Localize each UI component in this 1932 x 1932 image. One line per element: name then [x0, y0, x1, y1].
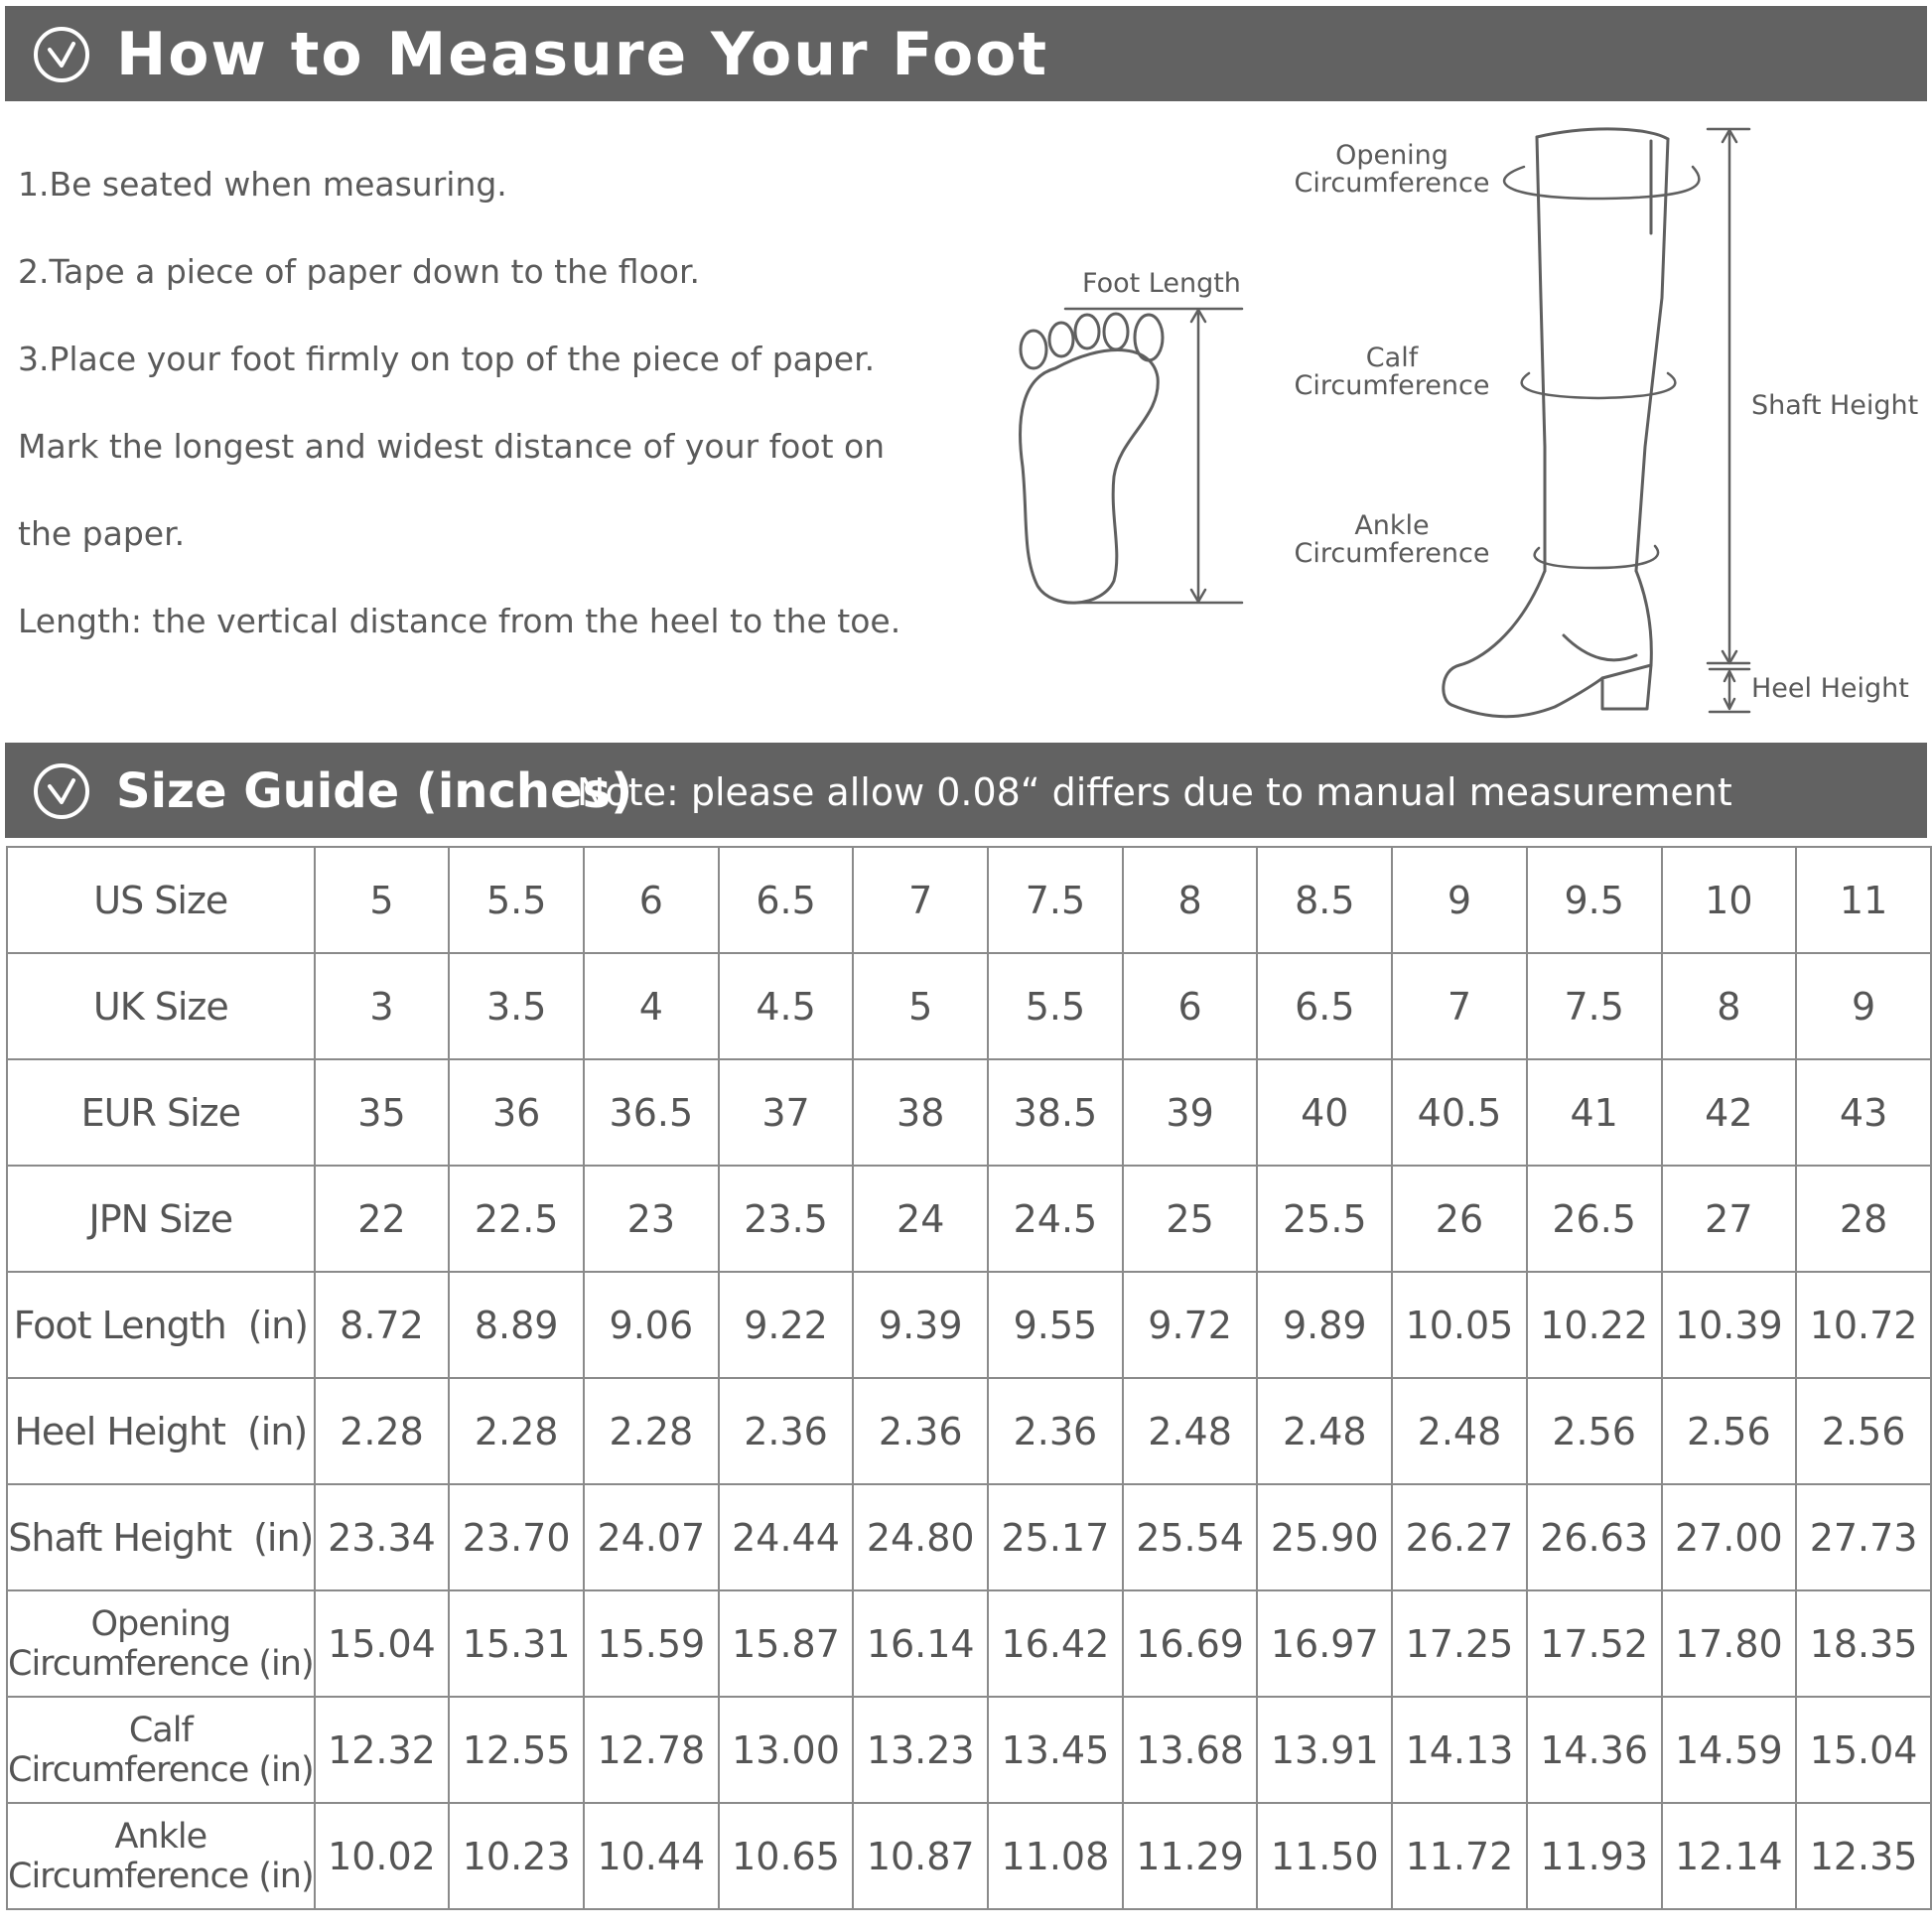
table-row — [7, 1590, 1931, 1697]
row-header: Opening Circumference (in) — [7, 1590, 315, 1697]
table-cell: 27.00 — [1662, 1484, 1797, 1590]
row-header: Calf Circumference (in) — [7, 1697, 315, 1803]
table-cell: 17.52 — [1527, 1590, 1662, 1697]
table-cell: 7 — [853, 847, 988, 953]
page-title: How to Measure Your Foot — [116, 20, 1049, 89]
size-table — [6, 846, 1932, 1910]
table-cell: 10.44 — [584, 1803, 719, 1909]
instruction-line-4: Mark the longest and widest distance of your foot on — [18, 427, 886, 466]
instruction-step-2: 2.Tape a piece of paper down to the floor. — [18, 252, 700, 291]
table-cell: 5.5 — [449, 847, 584, 953]
table-cell: 11.72 — [1392, 1803, 1527, 1909]
table-cell: 24 — [853, 1166, 988, 1272]
table-cell: 10.65 — [719, 1803, 854, 1909]
table-cell: 39 — [1123, 1059, 1258, 1166]
table-cell: 2.48 — [1123, 1378, 1258, 1484]
table-row — [7, 1059, 1931, 1166]
table-cell: 17.25 — [1392, 1590, 1527, 1697]
table-cell: 2.48 — [1257, 1378, 1392, 1484]
table-cell: 9.06 — [584, 1272, 719, 1378]
table-cell: 26 — [1392, 1166, 1527, 1272]
table-cell: 26.27 — [1392, 1484, 1527, 1590]
table-cell: 38 — [853, 1059, 988, 1166]
table-cell: 27 — [1662, 1166, 1797, 1272]
shaft-height-dimension — [1708, 129, 1749, 663]
table-cell: 22.5 — [449, 1166, 584, 1272]
table-cell: 24.80 — [853, 1484, 988, 1590]
instruction-line-5: the paper. — [18, 514, 186, 553]
instruction-step-1: 1.Be seated when measuring. — [18, 165, 507, 204]
row-header: Heel Height (in) — [7, 1378, 315, 1484]
table-cell: 12.14 — [1662, 1803, 1797, 1909]
table-cell: 9.39 — [853, 1272, 988, 1378]
table-cell: 16.14 — [853, 1590, 988, 1697]
table-cell: 2.36 — [719, 1378, 854, 1484]
table-cell: 5 — [853, 953, 988, 1059]
table-cell: 15.04 — [1796, 1697, 1931, 1803]
table-cell: 42 — [1662, 1059, 1797, 1166]
table-cell: 10.02 — [315, 1803, 450, 1909]
table-cell: 6 — [584, 847, 719, 953]
table-cell: 8.72 — [315, 1272, 450, 1378]
table-cell: 25.5 — [1257, 1166, 1392, 1272]
heel-height-dimension — [1710, 669, 1749, 712]
chevron-down-circle-icon — [33, 762, 90, 820]
table-cell: 11.93 — [1527, 1803, 1662, 1909]
table-cell: 9.22 — [719, 1272, 854, 1378]
row-header: JPN Size — [7, 1166, 315, 1272]
table-cell: 23.34 — [315, 1484, 450, 1590]
foot-outline-icon — [1021, 314, 1163, 603]
row-header: UK Size — [7, 953, 315, 1059]
table-cell: 9.5 — [1527, 847, 1662, 953]
table-cell: 43 — [1796, 1059, 1931, 1166]
size-guide-banner — [5, 743, 1927, 838]
table-cell: 13.91 — [1257, 1697, 1392, 1803]
table-cell: 6 — [1123, 953, 1258, 1059]
boot-outline-icon — [1444, 129, 1668, 717]
table-cell: 10.23 — [449, 1803, 584, 1909]
table-cell: 16.97 — [1257, 1590, 1392, 1697]
table-cell: 13.68 — [1123, 1697, 1258, 1803]
size-guide-title: Size Guide (inches) — [116, 763, 633, 819]
table-cell: 13.00 — [719, 1697, 854, 1803]
table-cell: 2.48 — [1392, 1378, 1527, 1484]
table-cell: 10.22 — [1527, 1272, 1662, 1378]
ankle-circumference-marker — [1535, 546, 1658, 568]
table-cell: 16.69 — [1123, 1590, 1258, 1697]
table-row — [7, 847, 1931, 953]
table-cell: 9 — [1392, 847, 1527, 953]
table-cell: 2.56 — [1662, 1378, 1797, 1484]
table-cell: 24.07 — [584, 1484, 719, 1590]
table-cell: 10.05 — [1392, 1272, 1527, 1378]
table-cell: 4 — [584, 953, 719, 1059]
table-cell: 2.36 — [988, 1378, 1123, 1484]
table-cell: 40 — [1257, 1059, 1392, 1166]
table-cell: 15.59 — [584, 1590, 719, 1697]
table-cell: 11.50 — [1257, 1803, 1392, 1909]
table-cell: 17.80 — [1662, 1590, 1797, 1697]
table-cell: 16.42 — [988, 1590, 1123, 1697]
table-cell: 9.72 — [1123, 1272, 1258, 1378]
table-cell: 15.87 — [719, 1590, 854, 1697]
table-cell: 23 — [584, 1166, 719, 1272]
row-header: Shaft Height (in) — [7, 1484, 315, 1590]
foot-length-label: Foot Length — [1082, 268, 1241, 299]
table-cell: 37 — [719, 1059, 854, 1166]
table-row — [7, 1378, 1931, 1484]
instruction-length: Length: the vertical distance from the heel to the toe. — [18, 602, 901, 640]
row-header: Ankle Circumference (in) — [7, 1803, 315, 1909]
opening-circumference-label: Opening Circumference — [1294, 140, 1490, 199]
table-cell: 25.54 — [1123, 1484, 1258, 1590]
table-cell: 18.35 — [1796, 1590, 1931, 1697]
table-cell: 7 — [1392, 953, 1527, 1059]
table-cell: 22 — [315, 1166, 450, 1272]
row-header: Foot Length (in) — [7, 1272, 315, 1378]
table-cell: 28 — [1796, 1166, 1931, 1272]
table-cell: 2.28 — [449, 1378, 584, 1484]
table-cell: 13.23 — [853, 1697, 988, 1803]
table-cell: 41 — [1527, 1059, 1662, 1166]
table-cell: 40.5 — [1392, 1059, 1527, 1166]
opening-circumference-marker — [1504, 167, 1699, 199]
table-cell: 8 — [1123, 847, 1258, 953]
table-cell: 12.55 — [449, 1697, 584, 1803]
table-row — [7, 953, 1931, 1059]
table-cell: 7.5 — [988, 847, 1123, 953]
table-cell: 10.87 — [853, 1803, 988, 1909]
table-cell: 2.28 — [315, 1378, 450, 1484]
table-cell: 2.28 — [584, 1378, 719, 1484]
table-cell: 38.5 — [988, 1059, 1123, 1166]
table-cell: 35 — [315, 1059, 450, 1166]
table-cell: 13.45 — [988, 1697, 1123, 1803]
table-cell: 27.73 — [1796, 1484, 1931, 1590]
table-cell: 7.5 — [1527, 953, 1662, 1059]
row-header: US Size — [7, 847, 315, 953]
measure-diagram — [0, 0, 1932, 735]
table-cell: 15.31 — [449, 1590, 584, 1697]
table-cell: 24.44 — [719, 1484, 854, 1590]
table-cell: 8.5 — [1257, 847, 1392, 953]
table-row — [7, 1803, 1931, 1909]
table-cell: 25.90 — [1257, 1484, 1392, 1590]
size-guide-note: Note: please allow 0.08“ differs due to manual measurement — [577, 770, 1732, 814]
table-cell: 23.5 — [719, 1166, 854, 1272]
table-cell: 12.32 — [315, 1697, 450, 1803]
table-cell: 2.56 — [1527, 1378, 1662, 1484]
table-cell: 12.78 — [584, 1697, 719, 1803]
calf-circumference-label: Calf Circumference — [1294, 343, 1490, 401]
table-cell: 11 — [1796, 847, 1931, 953]
table-cell: 25.17 — [988, 1484, 1123, 1590]
table-row — [7, 1166, 1931, 1272]
table-cell: 9 — [1796, 953, 1931, 1059]
table-cell: 12.35 — [1796, 1803, 1931, 1909]
table-cell: 6.5 — [1257, 953, 1392, 1059]
table-cell: 36 — [449, 1059, 584, 1166]
table-cell: 10.72 — [1796, 1272, 1931, 1378]
table-cell: 4.5 — [719, 953, 854, 1059]
table-cell: 24.5 — [988, 1166, 1123, 1272]
heel-height-label: Heel Height — [1751, 673, 1909, 704]
table-row — [7, 1697, 1931, 1803]
table-cell: 3 — [315, 953, 450, 1059]
table-cell: 10.39 — [1662, 1272, 1797, 1378]
table-cell: 5.5 — [988, 953, 1123, 1059]
table-cell: 14.13 — [1392, 1697, 1527, 1803]
table-cell: 14.36 — [1527, 1697, 1662, 1803]
table-cell: 6.5 — [719, 847, 854, 953]
table-cell: 26.63 — [1527, 1484, 1662, 1590]
table-row — [7, 1272, 1931, 1378]
table-cell: 11.08 — [988, 1803, 1123, 1909]
table-cell: 26.5 — [1527, 1166, 1662, 1272]
table-row — [7, 1484, 1931, 1590]
table-cell: 2.56 — [1796, 1378, 1931, 1484]
table-cell: 9.55 — [988, 1272, 1123, 1378]
row-header: EUR Size — [7, 1059, 315, 1166]
table-cell: 2.36 — [853, 1378, 988, 1484]
instruction-step-3: 3.Place your foot firmly on top of the piece of paper. — [18, 340, 876, 378]
table-cell: 23.70 — [449, 1484, 584, 1590]
table-cell: 11.29 — [1123, 1803, 1258, 1909]
table-cell: 14.59 — [1662, 1697, 1797, 1803]
table-cell: 10 — [1662, 847, 1797, 953]
table-cell: 8 — [1662, 953, 1797, 1059]
ankle-circumference-label: Ankle Circumference — [1294, 510, 1490, 569]
table-cell: 9.89 — [1257, 1272, 1392, 1378]
table-cell: 8.89 — [449, 1272, 584, 1378]
shaft-height-label: Shaft Height — [1751, 390, 1919, 421]
table-cell: 5 — [315, 847, 450, 953]
table-cell: 25 — [1123, 1166, 1258, 1272]
table-cell: 3.5 — [449, 953, 584, 1059]
table-cell: 36.5 — [584, 1059, 719, 1166]
table-cell: 15.04 — [315, 1590, 450, 1697]
